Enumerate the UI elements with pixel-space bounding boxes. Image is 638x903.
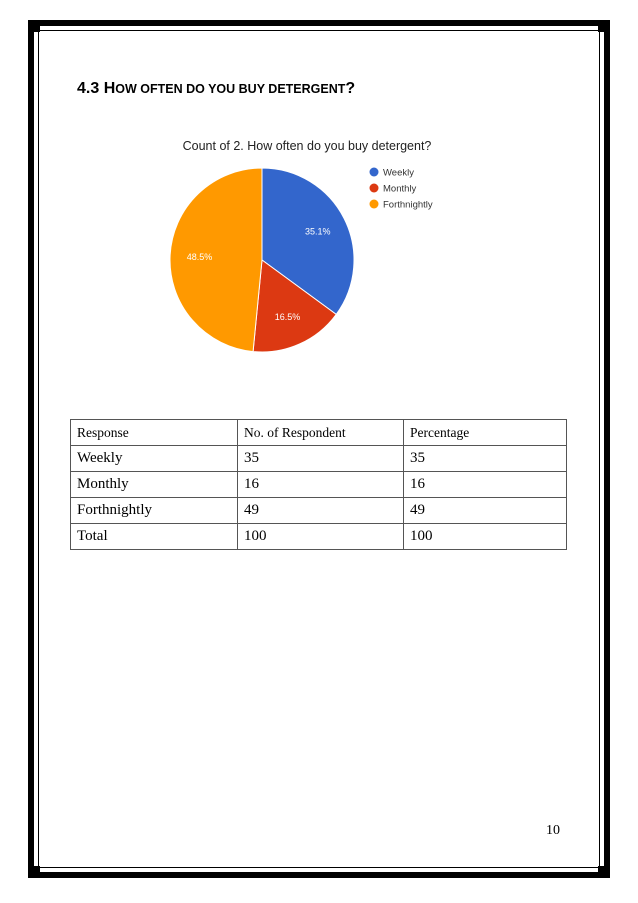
table-cell: 49 bbox=[238, 498, 404, 524]
table-header-cell: Response bbox=[71, 420, 238, 446]
table-cell: 100 bbox=[238, 524, 404, 550]
pie-slice-label: 48.5% bbox=[186, 251, 213, 262]
table-row bbox=[71, 524, 567, 550]
table-cell: 49 bbox=[404, 498, 567, 524]
legend-label-forthnightly: Forthnightly bbox=[383, 199, 433, 211]
table-cell: 35 bbox=[238, 446, 404, 472]
table-cell: 35 bbox=[404, 446, 567, 472]
corner-top-left bbox=[28, 20, 40, 32]
table-cell: Monthly bbox=[71, 472, 238, 498]
pie-slice-label: 16.5% bbox=[274, 312, 301, 323]
table-row bbox=[71, 498, 567, 524]
section-heading bbox=[77, 80, 355, 98]
pie-chart-svg bbox=[150, 130, 470, 360]
chart-title: Count of 2. How often do you buy detergent? bbox=[182, 139, 432, 153]
table-cell: 100 bbox=[404, 524, 567, 550]
corner-bottom-right bbox=[598, 866, 610, 878]
corner-bottom-left bbox=[28, 866, 40, 878]
section-title-rest: OW OFTEN DO YOU BUY DETERGENT bbox=[115, 82, 346, 96]
legend-swatch-monthly bbox=[370, 184, 379, 193]
section-number: 4.3 bbox=[77, 80, 100, 97]
pie-slice-forthnightly bbox=[170, 168, 262, 352]
table-header-cell: Percentage bbox=[404, 420, 567, 446]
section-title-end: ? bbox=[345, 80, 356, 97]
response-table bbox=[70, 419, 567, 550]
pie-slice-label: 35.1% bbox=[305, 226, 331, 237]
legend-swatch-forthnightly bbox=[370, 200, 379, 209]
table-row bbox=[71, 472, 567, 498]
table-row bbox=[71, 446, 567, 472]
legend-swatch-weekly bbox=[370, 168, 379, 177]
table-cell: 16 bbox=[404, 472, 567, 498]
table-cell: Total bbox=[71, 524, 238, 550]
table-header-row bbox=[71, 420, 567, 446]
table-cell: Weekly bbox=[71, 446, 238, 472]
table-header-cell: No. of Respondent bbox=[238, 420, 404, 446]
table-cell: Forthnightly bbox=[71, 498, 238, 524]
section-title-first: H bbox=[103, 80, 116, 97]
legend-label-monthly: Monthly bbox=[383, 183, 417, 195]
page-number: 10 bbox=[546, 823, 560, 838]
legend-label-weekly: Weekly bbox=[383, 167, 414, 179]
pie-chart bbox=[150, 130, 470, 360]
corner-top-right bbox=[598, 20, 610, 32]
table-cell: 16 bbox=[238, 472, 404, 498]
